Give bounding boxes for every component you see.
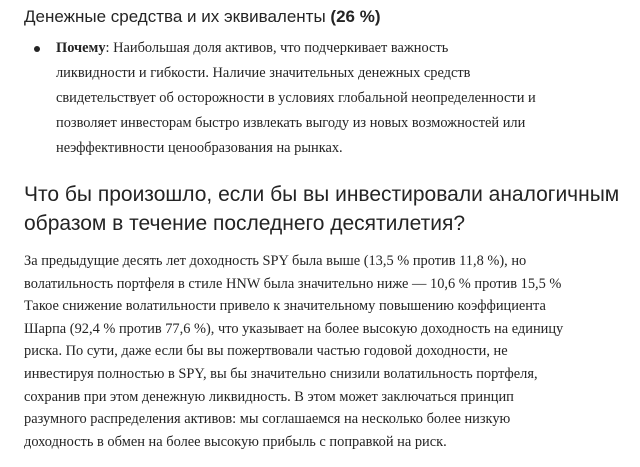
bullet-first-line: : Наибольшая доля активов, что подчеркивает важность bbox=[105, 40, 449, 56]
paragraph-line: доходность в обмен на более высокую прибыль с поправкой на риск. bbox=[24, 433, 447, 450]
bullet-line: позволяет инвесторам быстро извлекать выгоду из новых возможностей или bbox=[56, 115, 526, 131]
subheading-line: образом в течение последнего десятилетия? bbox=[24, 212, 466, 235]
bullet-line: свидетельствует об осторожности в условиях глобальной неопределенности и bbox=[56, 90, 536, 106]
paragraph-line: сохранив при этом денежную ликвидность. В этом может заключаться принцип bbox=[24, 388, 514, 405]
bullet-line: ликвидности и гибкости. Наличие значительных денежных средств bbox=[56, 65, 471, 81]
section-heading bbox=[24, 4, 381, 30]
paragraph-line: За предыдущие десять лет доходность SPY была выше (13,5 % против 11,8 %), но bbox=[24, 253, 527, 269]
paragraph-line: Такое снижение волатильности привело к значительному повышению коэффициента bbox=[24, 298, 546, 315]
bullet-point-icon bbox=[34, 46, 40, 52]
bullet-line: неэффективности ценообразования на рынках. bbox=[56, 140, 343, 156]
paragraph-line: инвестируя полностью в SPY, вы бы значительно снизили волатильность портфеля, bbox=[24, 365, 538, 382]
section-heading-percent: (26 %) bbox=[330, 7, 381, 26]
bullet-label: Почему bbox=[56, 40, 106, 56]
subheading bbox=[24, 180, 619, 238]
body-paragraph bbox=[24, 250, 634, 453]
paragraph-line: Шарпа (92,4 % против 77,6 %), что указывает на более высокую доходность на единицу bbox=[24, 320, 564, 337]
paragraph-line: разумного распределения активов: мы соглашаемся на несколько более низкую bbox=[24, 411, 511, 428]
bullet-item-text bbox=[56, 36, 632, 161]
bullet-line bbox=[56, 36, 632, 61]
subheading-line: Что бы произошло, если бы вы инвестировали аналогичным bbox=[24, 183, 620, 206]
paragraph-line: риска. По сути, даже если бы вы пожертвовали частью годовой доходности, не bbox=[24, 343, 508, 360]
paragraph-line: волатильность портфеля в стиле HNW была значительно ниже — 10,6 % против 15,5 % bbox=[24, 275, 562, 292]
section-heading-text: Денежные средства и их эквиваленты bbox=[24, 7, 326, 26]
